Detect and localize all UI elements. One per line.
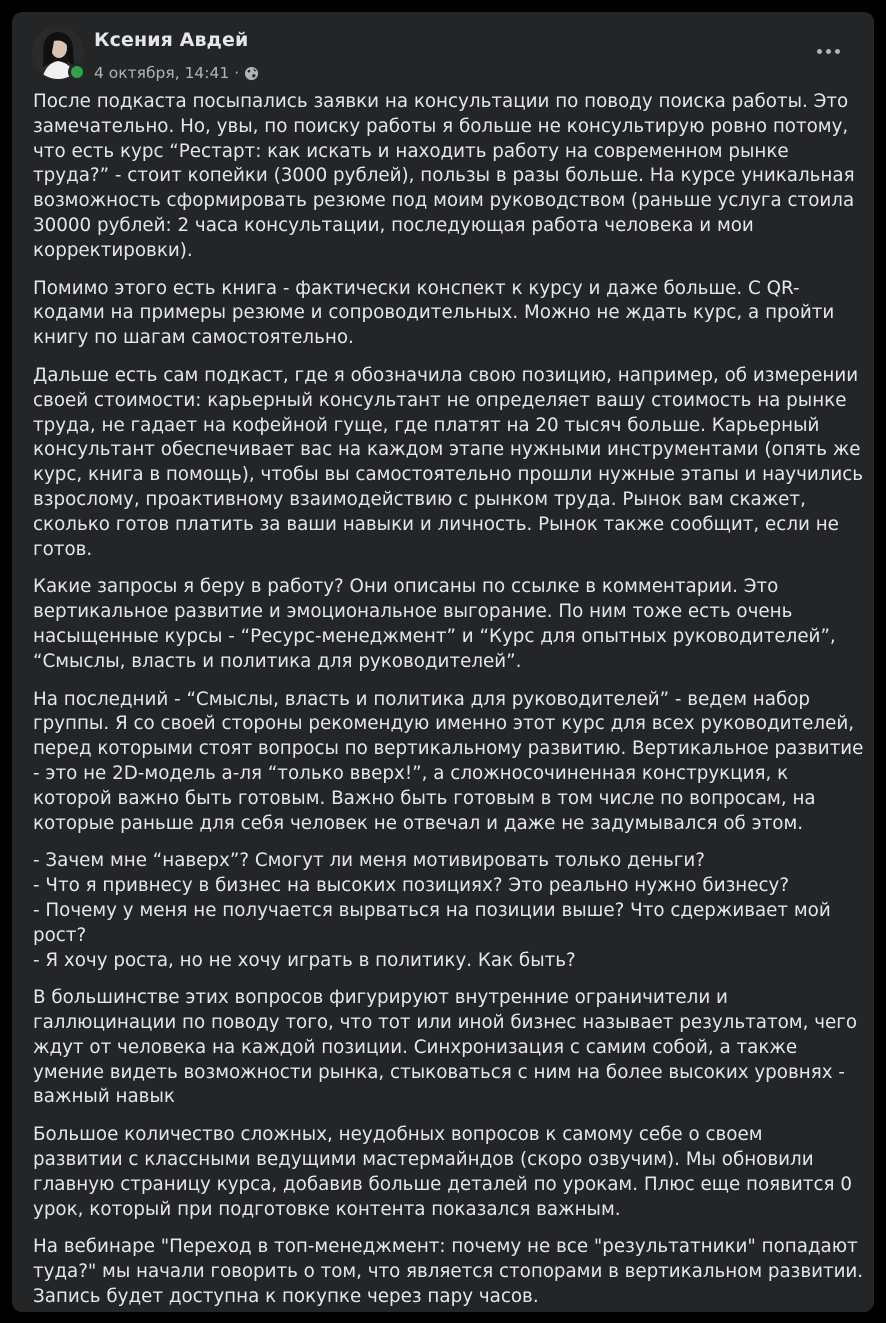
paragraph-line: На последний - “Смыслы, власть и политика для руководителей” - ведем набор bbox=[33, 688, 811, 710]
paragraph-line: 30000 рублей: 2 часа консультации, последующая работа человека и мои bbox=[33, 214, 754, 236]
paragraph-line: - это не 2D-модель а-ля “только вверх!”, а сложносочиненная конструкция, к bbox=[33, 762, 789, 784]
paragraph-line: После подкаста посыпались заявки на консультации по поводу поиска работы. Это bbox=[33, 91, 849, 112]
paragraph-line: - Зачем мне “наверх”? Смогут ли меня мотивировать только деньги? bbox=[33, 850, 705, 872]
post-paragraph bbox=[33, 90, 863, 264]
globe-icon[interactable] bbox=[244, 66, 259, 81]
post-paragraph bbox=[33, 1235, 863, 1309]
paragraph-line: главную страницу курса, добавив больше деталей по урокам. Плюс еще появится 0 bbox=[33, 1173, 852, 1195]
paragraph-line: курс, книга в помощь), чтобы вы самостоятельно прошли нужные этапы и научились bbox=[33, 464, 863, 486]
post-card bbox=[12, 12, 874, 1312]
post-date[interactable]: 4 октября, 14:41 bbox=[94, 64, 230, 82]
paragraph-line: консультант обеспечивает вас на каждом этапе нужными инструментами (опять же bbox=[33, 439, 861, 461]
paragraph-line: Помимо этого есть книга - фактически конспект к курсу и даже больше. С QR- bbox=[33, 277, 800, 299]
paragraph-line: замечательно. Но, увы, по поиску работы я больше не консультирую ровно потому, bbox=[33, 115, 849, 137]
paragraph-line: важный навык bbox=[33, 1086, 175, 1108]
paragraph-line: которые раньше для себя человек не отвечал и даже не задумывался об этом. bbox=[33, 812, 804, 834]
paragraph-line: труда?” - стоит копейки (3000 рублей), пользы в разы больше. На курсе уникальная bbox=[33, 165, 855, 187]
paragraph-line: перед которыми стоят вопросы по вертикальному развитию. Вертикальное развитие bbox=[33, 738, 864, 760]
post-paragraph bbox=[33, 277, 863, 351]
post-paragraph bbox=[33, 849, 863, 973]
paragraph-line: - Почему у меня не получается вырваться на позиции выше? Что сдерживает мой bbox=[33, 899, 831, 921]
paragraph-line: - Я хочу роста, но не хочу играть в политику. Как быть? bbox=[33, 949, 576, 971]
paragraph-line: книгу по шагам самостоятельно. bbox=[33, 327, 354, 349]
post-text bbox=[33, 90, 863, 1323]
paragraph-line: группы. Я со своей стороны рекомендую именно этот курс для всех руководителей, bbox=[33, 713, 855, 735]
paragraph-line: сколько готов платить за ваши навыки и личность. Рынок также сообщит, если не bbox=[33, 513, 839, 535]
post-paragraph bbox=[33, 575, 863, 674]
paragraph-line: - Что я привнесу в бизнес на высоких позициях? Это реально нужно бизнесу? bbox=[33, 875, 790, 897]
author-name[interactable]: Ксения Авдей bbox=[94, 29, 249, 51]
paragraph-line: которой важно быть готовым. Важно быть готовым в том числе по вопросам, на bbox=[33, 787, 816, 809]
post-paragraph bbox=[33, 1123, 863, 1222]
paragraph-line: своей стоимости: карьерный консультант не определяет вашу стоимость на рынке bbox=[33, 389, 847, 411]
paragraph-line: корректировки). bbox=[33, 239, 193, 261]
paragraph-line: урок, который при подготовке контента показался важным. bbox=[33, 1198, 621, 1220]
paragraph-line: развитии с классными ведущими мастермайндов (скоро озвучим). Мы обновили bbox=[33, 1149, 814, 1171]
meta-separator: · bbox=[234, 64, 240, 82]
paragraph-line: Дальше есть сам подкаст, где я обозначила свою позицию, например, об измерении bbox=[33, 364, 859, 386]
paragraph-line: ждут от человека на каждой позиции. Синхронизация с самим собой, а также bbox=[33, 1036, 798, 1058]
more-horizontal-icon bbox=[817, 49, 822, 54]
more-options-button[interactable] bbox=[810, 39, 846, 63]
paragraph-line: туда?" мы начали говорить о том, что является стопорами в вертикальном развитии. bbox=[33, 1261, 864, 1283]
post-header bbox=[32, 27, 854, 83]
paragraph-line: вертикальное развитие и эмоциональное выгорание. По ним тоже есть очень bbox=[33, 601, 793, 623]
paragraph-line: труда, не гадает на кофейной гуще, где платят на 20 тысяч больше. Карьерный bbox=[33, 414, 820, 436]
paragraph-line: Запись будет доступна к покупке через пару часов. bbox=[33, 1286, 539, 1308]
paragraph-line: галлюцинации по поводу того, что тот или иной бизнес называет результатом, чего bbox=[33, 1012, 858, 1034]
post-meta bbox=[94, 64, 259, 82]
paragraph-line: рост? bbox=[33, 924, 87, 946]
post-paragraph bbox=[33, 688, 863, 837]
paragraph-line: умение видеть возможности рынка, стыковаться с ним на более высоких уровнях - bbox=[33, 1061, 845, 1083]
paragraph-line: готов. bbox=[33, 538, 93, 560]
paragraph-line: что есть курс “Рестарт: как искать и находить работу на современном рынке bbox=[33, 140, 789, 162]
paragraph-line: взрослому, проактивному взаимодействию с рынком труда. Рынок вам скажет, bbox=[33, 488, 806, 510]
paragraph-line: В большинстве этих вопросов фигурируют внутренние ограничители и bbox=[33, 987, 728, 1009]
paragraph-line: “Смыслы, власть и политика для руководителей”. bbox=[33, 650, 522, 672]
online-status-dot bbox=[68, 63, 86, 81]
post-paragraph bbox=[33, 364, 863, 562]
paragraph-line: возможность сформировать резюме под моим руководством (раньше услуга стоила bbox=[33, 190, 855, 212]
paragraph-line: кодами на примеры резюме и сопроводительных. Можно не ждать курс, а пройти bbox=[33, 302, 835, 324]
paragraph-line: На вебинаре "Переход в топ-менеджмент: почему не все "результатники" попадают bbox=[33, 1236, 858, 1258]
paragraph-line: Какие запросы я беру в работу? Они описаны по ссылке в комментарии. Это bbox=[33, 576, 779, 598]
paragraph-line: Большое количество сложных, неудобных вопросов к самому себе о своем bbox=[33, 1124, 763, 1146]
post-paragraph bbox=[33, 986, 863, 1110]
paragraph-line: насыщенные курсы - “Ресурс-менеджмент” и “Курс для опытных руководителей”, bbox=[33, 625, 836, 647]
